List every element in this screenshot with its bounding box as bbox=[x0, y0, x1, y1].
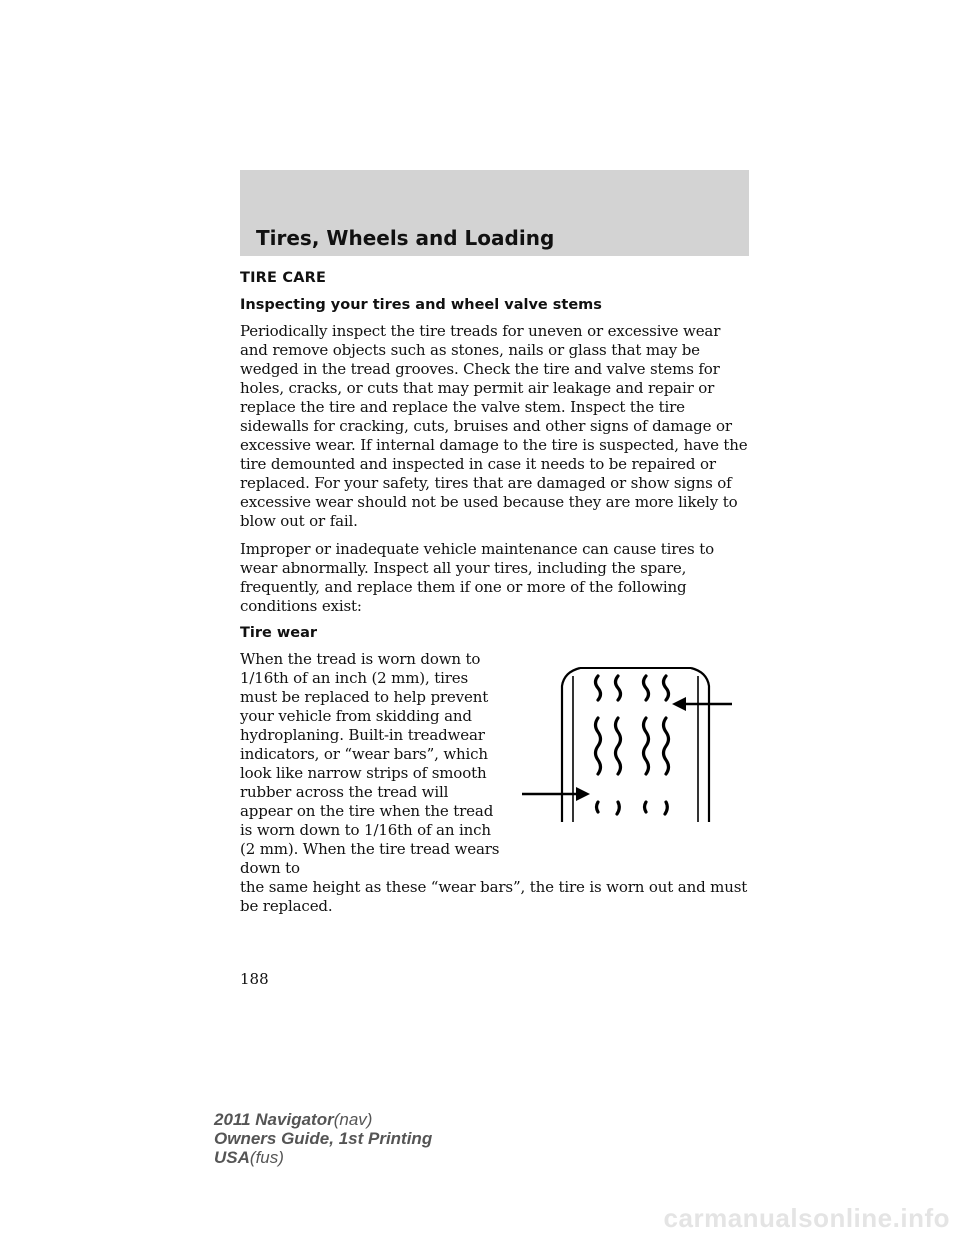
section-header-band bbox=[240, 170, 749, 256]
watermark: carmanualsonline.info bbox=[663, 1203, 950, 1233]
wear-bar-arrow-right bbox=[672, 697, 732, 711]
section-header-title: Tires, Wheels and Loading bbox=[256, 226, 555, 250]
footer-market: USA bbox=[214, 1148, 250, 1167]
maintenance-paragraph: Improper or inadequate vehicle maintenance can cause tires to wear abnormally. Inspect all your tires, including the spare, frequently, and replace them if one or more of the following conditions exist: bbox=[240, 540, 714, 615]
document-footer bbox=[214, 1110, 432, 1167]
tire-care-heading: TIRE CARE bbox=[240, 270, 327, 286]
footer-model-code: (nav) bbox=[333, 1110, 373, 1129]
tread-wear-bar-illustration bbox=[522, 664, 752, 824]
footer-model: 2011 Navigator bbox=[214, 1110, 334, 1129]
footer-edition: Owners Guide, 1st Printing bbox=[214, 1129, 433, 1148]
inspecting-subheading: Inspecting your tires and wheel valve stems bbox=[240, 297, 602, 313]
page-number: 188 bbox=[240, 970, 269, 988]
tire-wear-section bbox=[240, 650, 750, 878]
wear-bar-arrow-left bbox=[522, 787, 590, 801]
tread-grooves bbox=[596, 676, 669, 814]
tire-wear-heading: Tire wear bbox=[240, 625, 318, 641]
tire-wear-paragraph: When the tread is worn down to 1/16th of an inch (2 mm), tires must be replaced to help prevent your vehicle from skidding and hydroplaning. Built-in treadwear indicators, or “wear bars”, which look like narrow strips of smooth rubber across the tread will appear on the tire when the tread is worn down to 1/16th of an inch (2 mm). When the tire tread wears down to bbox=[240, 650, 500, 877]
tire-wear-paragraph-continued: the same height as these “wear bars”, the tire is worn out and must be replaced. bbox=[240, 878, 748, 915]
page-content bbox=[240, 270, 750, 925]
footer-market-code: (fus) bbox=[249, 1148, 284, 1167]
inspection-paragraph: Periodically inspect the tire treads for uneven or excessive wear and remove objects such as stones, nails or glass that may be wedged in the tread grooves. Check the tire and valve stems for holes, cracks, or cuts that may permit air leakage and repair or replace the tire and replace the valve stem. Inspect the tire sidewalls for cracking, cuts, bruises and other signs of damage or excessive wear. If internal damage to the tire is suspected, have the tire demounted and inspected in case it needs to be repaired or replaced. For your safety, tires that are damaged or show signs of excessive wear should not be used because they are more likely to blow out or fail. bbox=[240, 322, 748, 530]
tire-outline-right bbox=[691, 668, 709, 822]
